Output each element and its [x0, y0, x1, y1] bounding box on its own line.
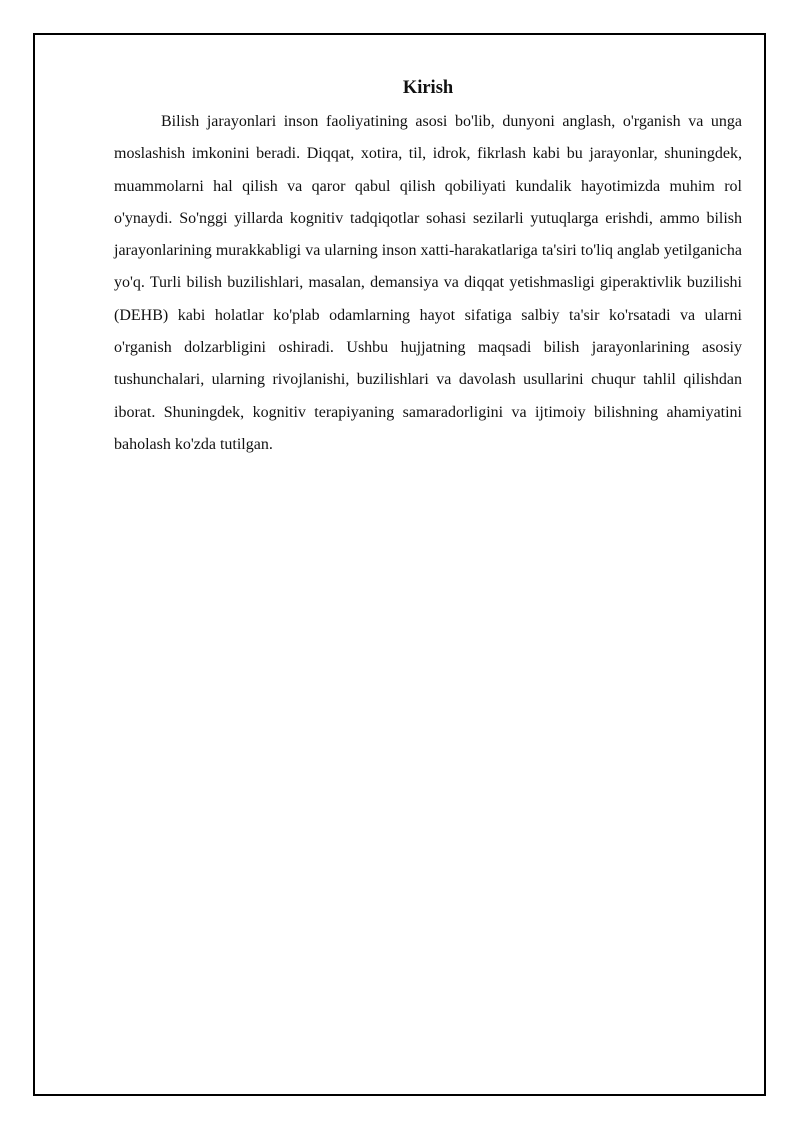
page-title: Kirish [402, 78, 454, 98]
document-content [114, 72, 742, 461]
intro-paragraph: Bilish jarayonlari inson faoliyatining asosi bo'lib, dunyoni anglash, o'rganish va unga moslashish imkonini beradi. Diqqat, xotira, til, idrok, fikrlash kabi bu jarayonlar, shuningdek, muammolarni hal qilish va qaror qabul qilish qobiliyati kundalik hayotimizda muhim rol o'ynaydi. So'nggi yillarda kognitiv tadqiqotlar sohasi sezilarli yutuqlarga erishdi, ammo bilish jarayonlarining murakkabligi va ularning inson xatti-harakatlariga ta'siri to'liq anglab yetilganicha yo'q. Turli bilish buzilishlari, masalan, demansiya va diqqat yetishmasligi giperaktivlik buzilishi (DEHB) kabi holatlar ko'plab odamlarning hayot sifatiga salbiy ta'sir ko'rsatadi va ularni o'rganish dolzarbligini oshiradi. Ushbu hujjatning maqsadi bilish jarayonlarining asosiy tushunchalari, ularning rivojlanishi, buzilishlari va davolash usullarini chuqur tahlil qilishdan iborat. Shuningdek, kognitiv terapiyaning samaradorligini va ijtimoiy bilishning ahamiyatini baholash ko'zda tutilgan. [114, 113, 742, 453]
